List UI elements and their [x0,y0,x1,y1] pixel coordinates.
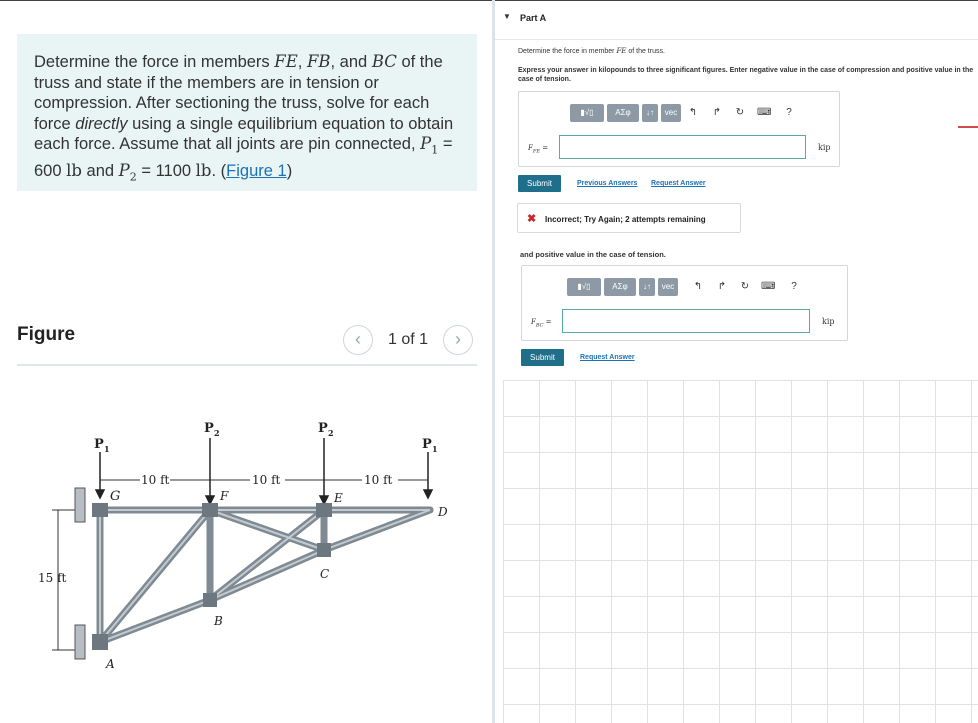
p1-symbol: P [420,134,432,153]
answer-box-bc [521,265,848,341]
unit: lb [66,160,82,180]
instructions-2: and positive value in the case of tension. [520,250,666,259]
p1-sub: 1 [431,143,439,157]
label-main: F [531,318,536,326]
label-eq: = [539,144,549,152]
label-p1-left-sub: 1 [104,444,110,454]
dim-height: 15 ft [38,571,67,585]
red-marker [958,126,978,128]
answer-label-bc [531,318,552,328]
part-header[interactable] [495,0,978,40]
label-d: D [438,505,448,519]
feedback-message [517,203,741,233]
arrows-button[interactable]: ↓↑ [639,278,655,296]
label-p2-right: P [318,421,328,436]
figure-title: Figure [17,324,76,345]
undo-icon[interactable]: ↰ [688,107,698,118]
submit-button[interactable]: Submit [518,175,561,192]
keyboard-icon[interactable]: ⌨ [761,281,776,292]
dim-3: 10 ft [364,473,393,487]
scratch-grid [503,380,978,723]
chevron-left-icon[interactable]: ‹ [343,325,373,355]
label-p1-right: P [422,437,432,452]
submit-button-2[interactable]: Submit [521,349,564,366]
label-c: C [320,567,330,581]
label-f: F [220,489,229,503]
problem-text: . ( [211,161,227,180]
label-p1-left: P [94,437,104,452]
answer-label-fe [528,144,548,154]
p2-value: = 1100 [136,161,196,180]
problem-text: and [81,161,119,180]
figure-link[interactable]: Figure 1 [226,161,287,180]
help-icon[interactable]: ? [791,281,797,292]
label-e: E [334,491,343,505]
label-p1-right-sub: 1 [432,444,438,454]
answer-input-fe[interactable] [559,135,806,159]
label-b: B [214,614,223,628]
previous-answers-link[interactable]: Previous Answers [577,180,638,187]
help-icon[interactable]: ? [786,107,792,118]
keyboard-icon[interactable]: ⌨ [757,107,772,118]
truss-figure [30,410,480,680]
divider [17,364,477,366]
greek-button[interactable]: ΑΣφ [607,104,639,122]
question-text: Determine the force in member [518,48,617,55]
answer-input-bc[interactable] [562,309,810,333]
chevron-right-icon[interactable]: › [443,325,473,355]
problem-text: of the truss and state if the members are in tension or compression. After sectioning the truss, solve for each force [34,53,443,133]
undo-icon[interactable]: ↰ [693,281,703,292]
member-fe: FE [616,47,627,55]
problem-statement [17,34,477,191]
vec-button[interactable]: vec [661,104,681,122]
part-label: Part A [520,13,547,23]
member-bc: BC [371,52,397,71]
problem-text: ) [286,161,293,180]
problem-text: Determine the force in members [34,53,275,71]
sep: , [297,53,307,71]
dim-2: 10 ft [252,473,281,487]
templates-button[interactable]: ▮√▯ [567,278,601,296]
caret-down-icon[interactable]: ▼ [503,12,511,21]
label-sub: FE [532,148,540,155]
reset-icon[interactable]: ↻ [740,281,750,292]
answer-box-fe [518,91,840,167]
unit: lb [195,160,212,180]
dim-1: 10 ft [141,473,170,487]
p1-value: = 600 [34,135,453,180]
greek-button[interactable]: ΑΣφ [604,278,636,296]
redo-icon[interactable]: ↱ [712,107,722,118]
label-eq: = [543,318,552,326]
member-fe: FE [274,52,298,71]
instructions: Express your answer in kilopounds to three significant figures. Enter negative value in the case of compression and positive value in the case of tension. [518,67,974,83]
answer-panel [495,0,978,723]
unit-kip: kip [818,143,831,152]
label-main: F [528,144,533,152]
label-a: A [106,657,115,671]
page-indicator: 1 of 1 [388,331,429,348]
request-answer-link-2[interactable]: Request Answer [580,354,635,361]
label-p2-left-sub: 2 [214,428,220,438]
vec-button[interactable]: vec [658,278,678,296]
error-x-icon: ✖ [527,213,537,225]
label-p2-right-sub: 2 [328,428,334,438]
label-sub: BC [535,322,544,329]
figure-pager [343,324,479,356]
p2-symbol: P [118,160,130,180]
label-g: G [110,489,121,504]
templates-button[interactable]: ▮√▯ [570,104,604,122]
sep: , and [330,53,372,71]
p2-sub: 2 [129,170,137,184]
reset-icon[interactable]: ↻ [735,107,745,118]
label-p2-left: P [204,421,214,436]
arrows-button[interactable]: ↓↑ [642,104,658,122]
redo-icon[interactable]: ↱ [717,281,727,292]
question-text: of the truss. [626,48,665,55]
request-answer-link[interactable]: Request Answer [651,180,706,187]
unit-kip: kip [822,317,835,326]
member-fb: FB [306,52,331,71]
emphasis: directly [75,114,128,133]
problem-text: using a single equilibrium equation to obtain each force. Assume that all joints are pin connected, [34,114,454,153]
question [518,47,665,55]
feedback-text: Incorrect; Try Again; 2 attempts remaining [545,215,706,224]
